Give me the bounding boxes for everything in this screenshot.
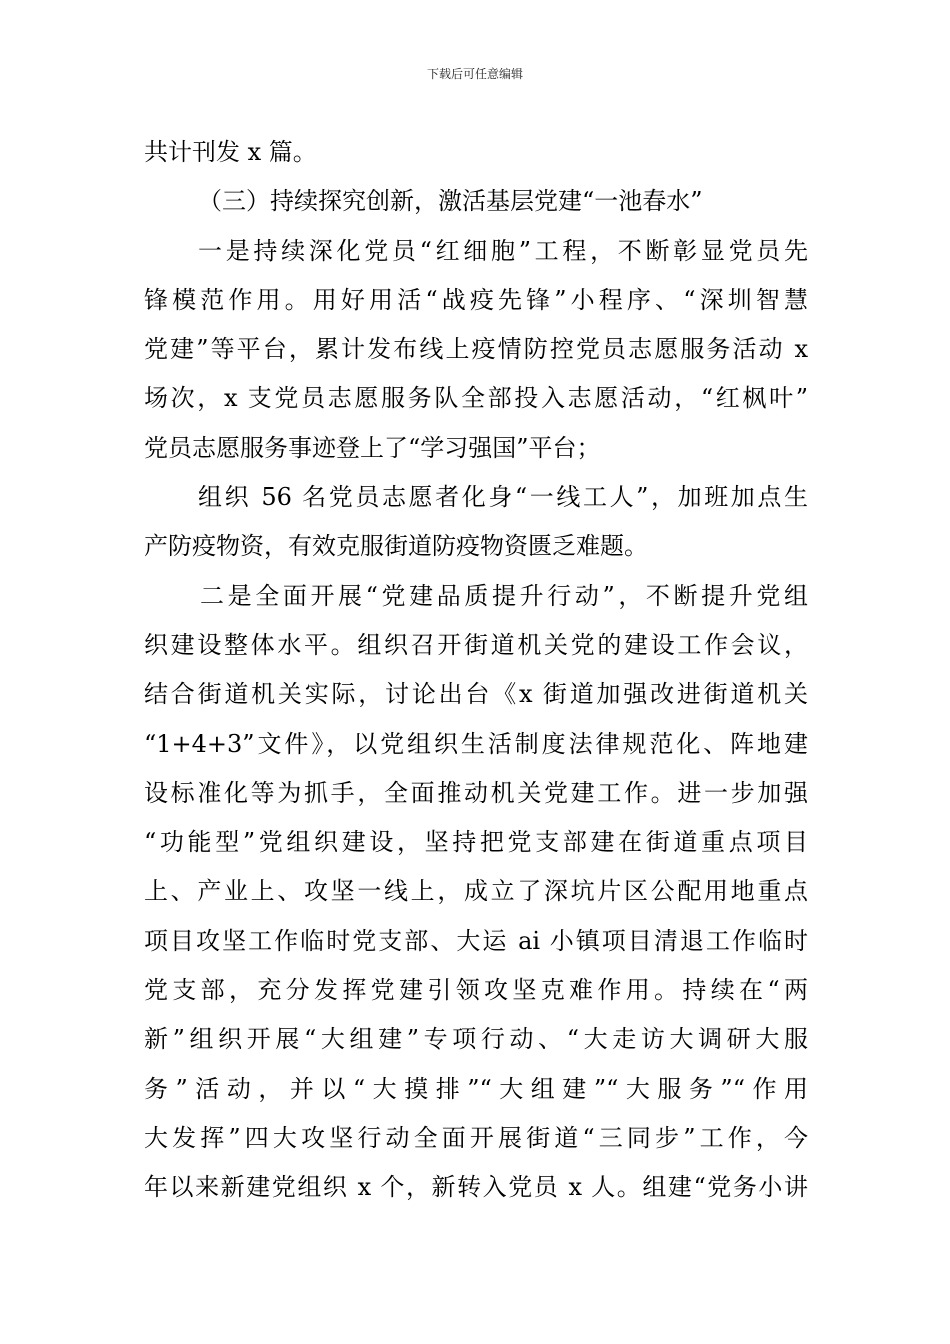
text-line: 设标准化等为抓手，全面推动机关党建工作。进一步加强: [144, 778, 808, 807]
text-line: 务”活动，并以“大摸排”“大组建”“大服务”“作用: [144, 1074, 808, 1103]
text-line: 年以来新建党组织 x 个，新转入党员 x 人。组建“党务小讲: [144, 1173, 808, 1202]
text-line: 织建设整体水平。组织召开街道机关党的建设工作会议，: [144, 630, 808, 659]
text-line: 党员志愿服务事迹登上了“学习强国”平台；: [144, 433, 601, 462]
document-body: [144, 128, 808, 1213]
text-line: “1+4+3”文件》，以党组织生活制度法律规范化、阵地建: [144, 729, 808, 758]
page-header: 下载后可任意编辑: [426, 67, 523, 81]
text-line: 党支部，充分发挥党建引领攻坚克难作用。持续在“两: [144, 976, 808, 1005]
text-line: 二是全面开展“党建品质提升行动”，不断提升党组: [200, 581, 808, 610]
text-line: 组织 56 名党员志愿者化身“一线工人”，加班加点生: [198, 483, 808, 512]
text-line: 场次，x 支党员志愿服务队全部投入志愿活动，“红枫叶”: [144, 384, 808, 413]
section-heading: （三）持续探究创新，激活基层党建“一池春水”: [198, 187, 703, 216]
text-line: 产防疫物资，有效克服街道防疫物资匮乏难题。: [144, 532, 648, 561]
text-line: 锋模范作用。用好用活“战疫先锋”小程序、“深圳智慧: [144, 285, 808, 314]
text-line: 党建”等平台，累计发布线上疫情防控党员志愿服务活动 x: [144, 335, 808, 364]
text-line: 共计刊发 x 篇。: [144, 138, 317, 166]
text-line: 一是持续深化党员“红细胞”工程，不断彰显党员先: [198, 236, 808, 265]
text-line: 项目攻坚工作临时党支部、大运 ai 小镇项目清退工作临时: [144, 926, 808, 955]
text-line: 大发挥”四大攻坚行动全面开展街道“三同步”工作，今: [144, 1123, 808, 1152]
text-line: 上、产业上、攻坚一线上，成立了深坑片区公配用地重点: [144, 877, 808, 906]
text-line: 结合街道机关实际，讨论出台《x 街道加强改进街道机关: [144, 680, 808, 709]
text-line: “功能型”党组织建设，坚持把党支部建在街道重点项目: [144, 828, 808, 857]
text-line: 新”组织开展“大组建”专项行动、“大走访大调研大服: [144, 1025, 808, 1054]
